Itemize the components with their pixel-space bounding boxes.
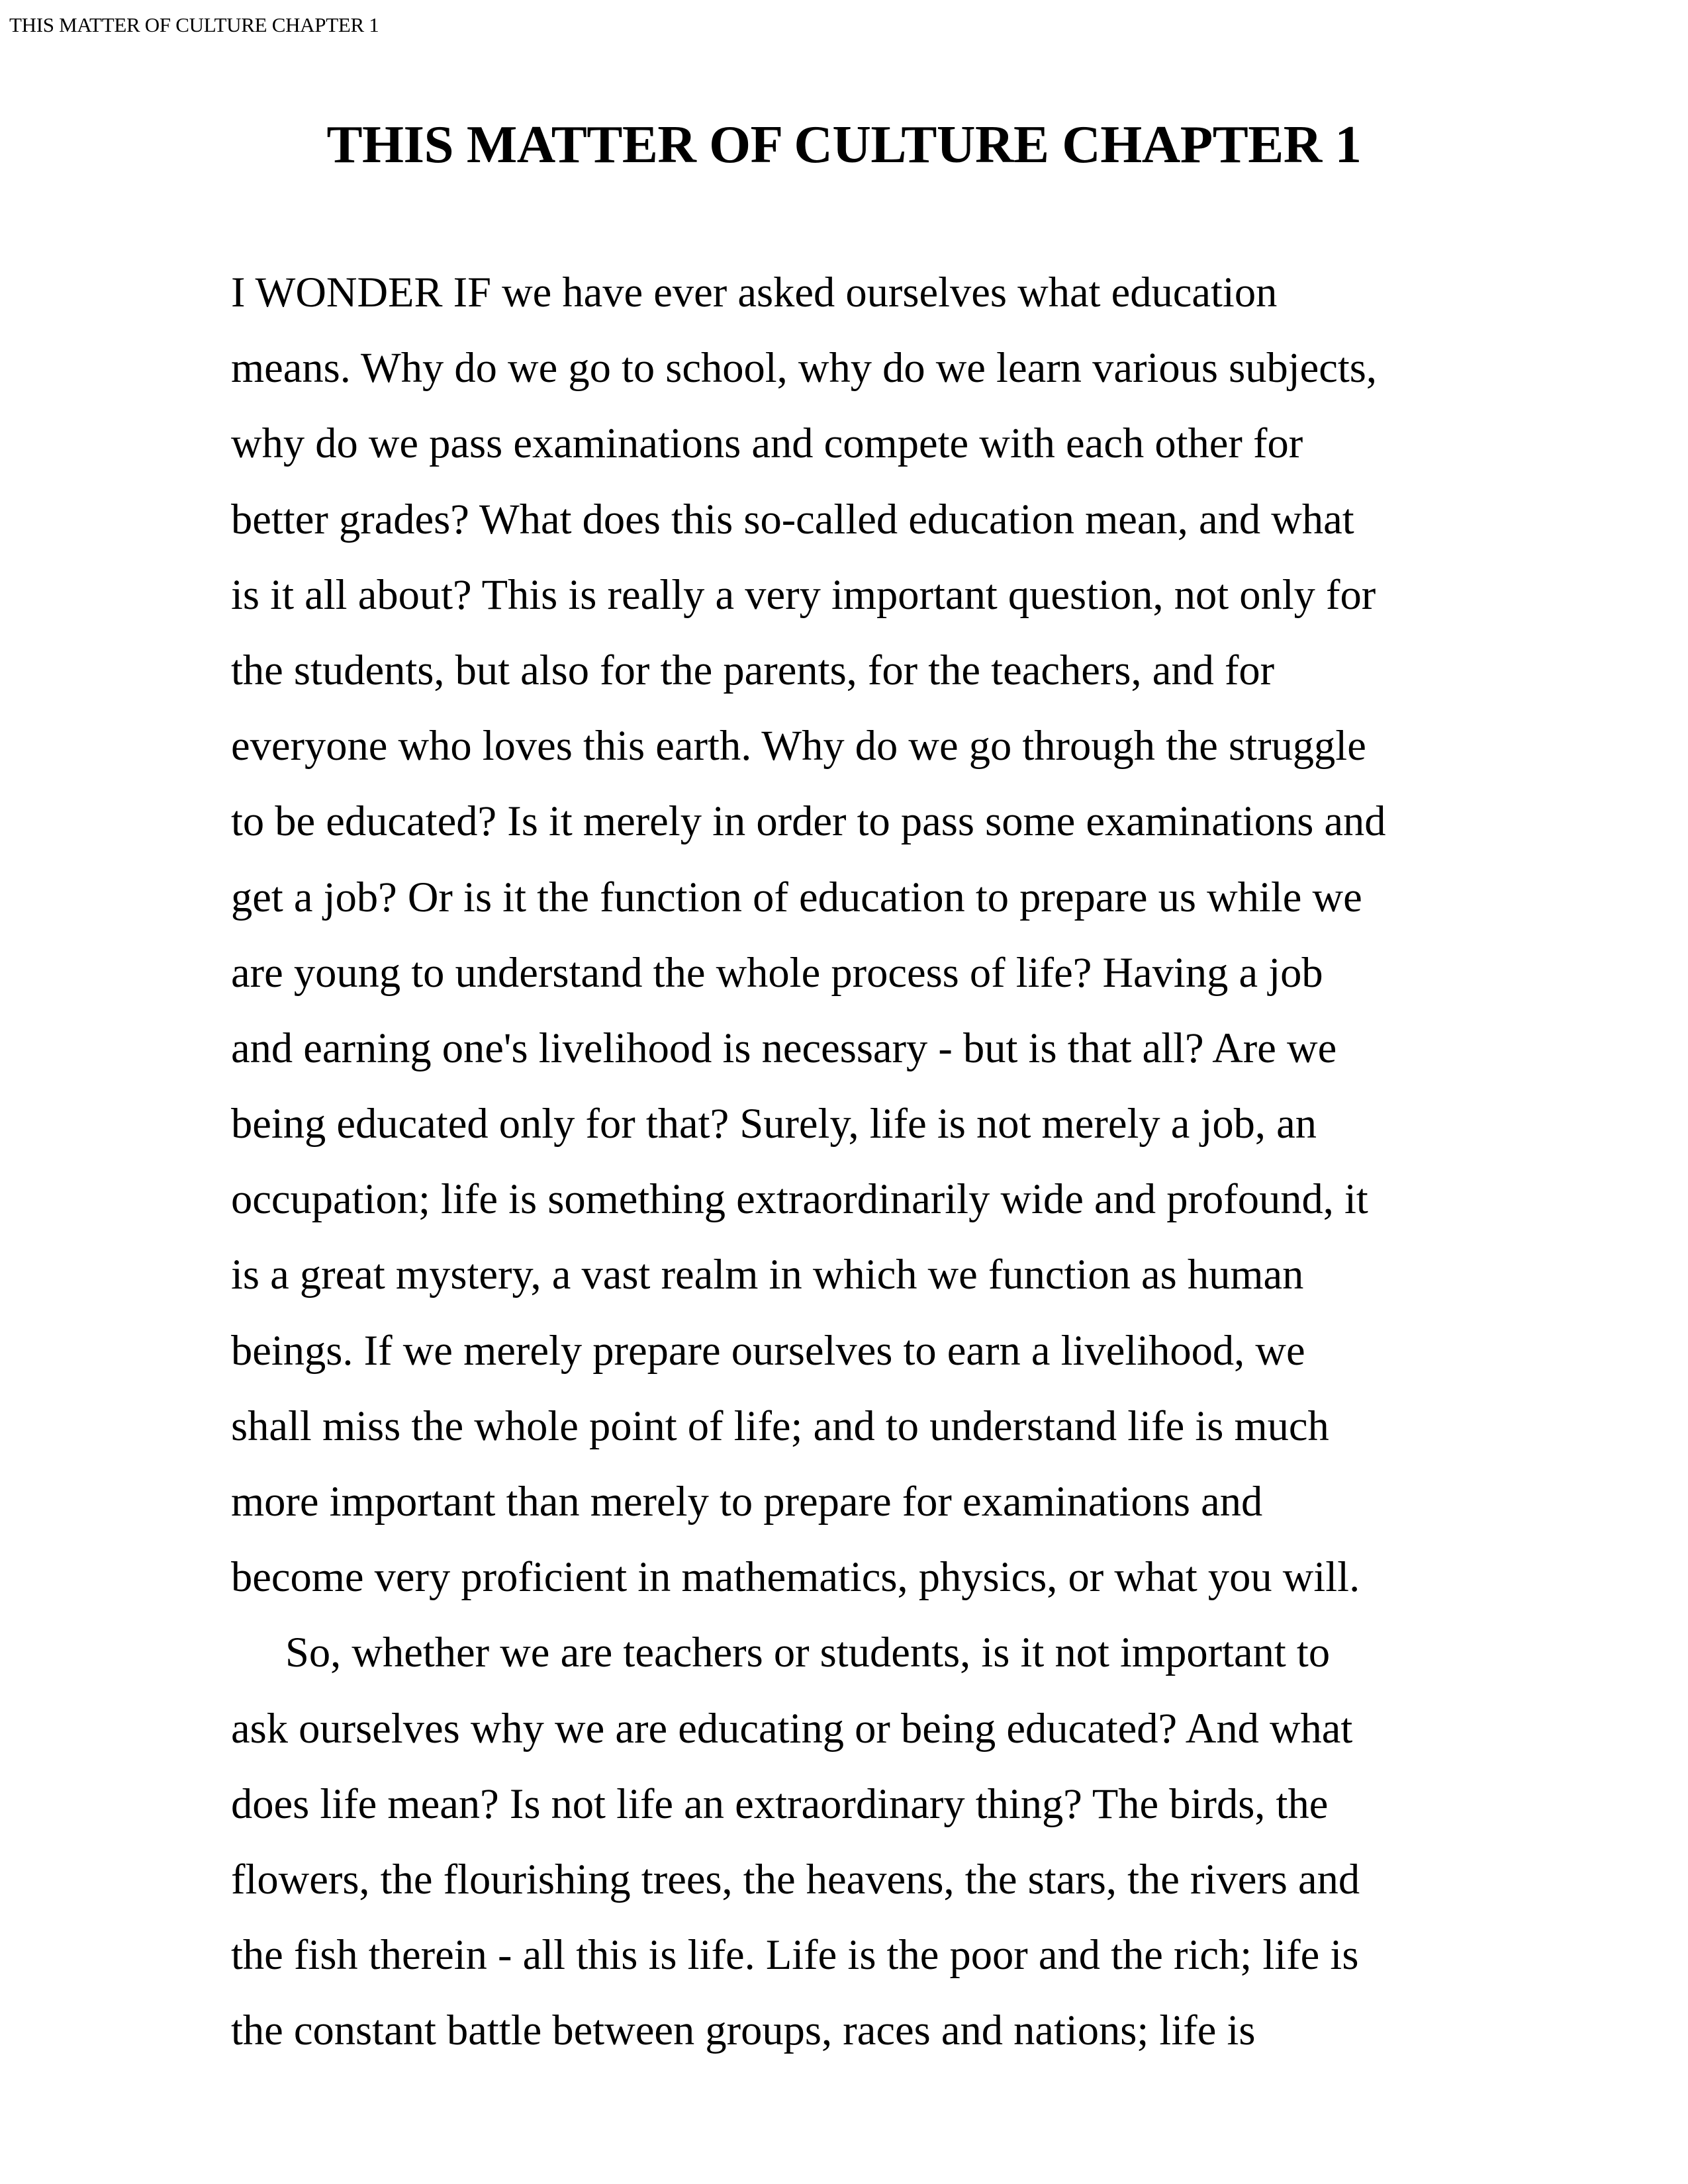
paragraph-2 xyxy=(231,1615,1456,2068)
text-line: means. Why do we go to school, why do we learn various subjects, xyxy=(231,344,1378,392)
running-header: THIS MATTER OF CULTURE CHAPTER 1 xyxy=(9,13,379,36)
text-line: I WONDER IF we have ever asked ourselves what education xyxy=(231,269,1278,316)
text-line: why do we pass examinations and compete with each other for xyxy=(231,420,1303,467)
text-line: everyone who loves this earth. Why do we go through the struggle xyxy=(231,722,1366,770)
text-line: the constant battle between groups, races and nations; life is xyxy=(231,2007,1256,2054)
text-line: become very proficient in mathematics, physics, or what you will. xyxy=(231,1553,1360,1601)
text-line: is a great mystery, a vast realm in which we function as human xyxy=(231,1251,1304,1298)
text-line: So, whether we are teachers or students, is it not important to xyxy=(285,1629,1331,1676)
text-line: the fish therein - all this is life. Life is the poor and the rich; life is xyxy=(231,1931,1359,1979)
text-line: better grades? What does this so-called education mean, and what xyxy=(231,495,1354,543)
text-line: being educated only for that? Surely, life is not merely a job, an xyxy=(231,1100,1317,1148)
text-line: does life mean? Is not life an extraordinary thing? The birds, the xyxy=(231,1780,1329,1827)
paragraph-1 xyxy=(231,255,1456,1615)
page-title: THIS MATTER OF CULTURE CHAPTER 1 xyxy=(326,114,1362,174)
text-line: is it all about? This is really a very important question, not only for xyxy=(231,570,1376,618)
text-line: beings. If we merely prepare ourselves to earn a livelihood, we xyxy=(231,1326,1305,1374)
text-line: occupation; life is something extraordinarily wide and profound, it xyxy=(231,1175,1368,1223)
text-line: and earning one's livelihood is necessary - but is that all? Are we xyxy=(231,1024,1337,1071)
text-line: the students, but also for the parents, for the teachers, and for xyxy=(231,646,1275,694)
text-line: are young to understand the whole process of life? Having a job xyxy=(231,948,1323,996)
text-line: ask ourselves why we are educating or being educated? And what xyxy=(231,1704,1353,1752)
text-line: flowers, the flourishing trees, the heavens, the stars, the rivers and xyxy=(231,1855,1360,1903)
body-text xyxy=(231,255,1456,2069)
text-line: get a job? Or is it the function of education to prepare us while we xyxy=(231,873,1362,921)
text-line: shall miss the whole point of life; and to understand life is much xyxy=(231,1402,1329,1449)
text-line: to be educated? Is it merely in order to pass some examinations and xyxy=(231,797,1386,845)
text-line: more important than merely to prepare for examinations and xyxy=(231,1478,1263,1525)
